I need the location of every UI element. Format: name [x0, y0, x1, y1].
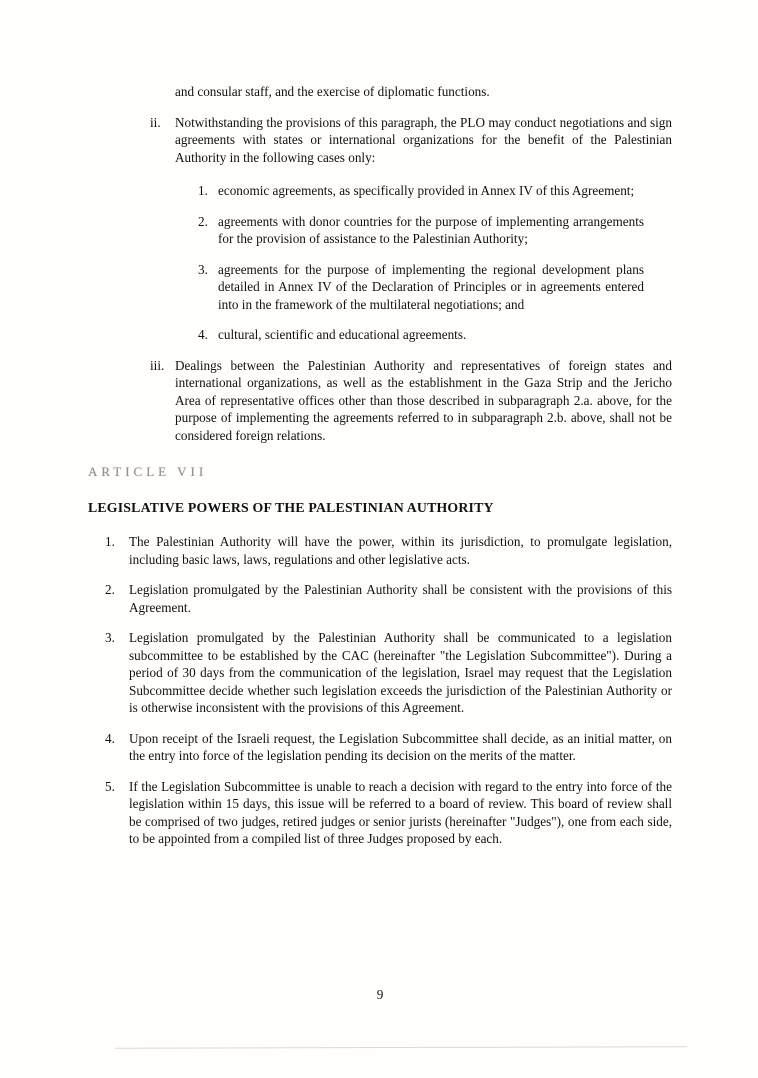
list-item-label: 5.	[105, 778, 115, 794]
list-item-text: Notwithstanding the provisions of this paragraph, the PLO may conduct negotiations and sign agreements with states or international organizations for the benefit of the Palestinian Authority in the following cases only:	[175, 114, 672, 165]
list-item-label: 3.	[198, 261, 208, 277]
list-item-iii	[150, 357, 672, 445]
sub-list-item-3	[198, 261, 644, 314]
list-item-label: 1.	[198, 183, 208, 198]
list-item-label: ii.	[150, 114, 161, 130]
list-item-ii	[150, 114, 672, 167]
scan-artifact-line	[115, 1046, 687, 1048]
list-item-text: Upon receipt of the Israeli request, the Legislation Subcommittee shall decide, as an initial matter, on the entry into force of the legislation pending its decision on the merits of the matter.	[129, 730, 672, 763]
continuation-paragraph: and consular staff, and the exercise of diplomatic functions.	[175, 84, 490, 99]
article-heading: ARTICLE VII	[88, 464, 208, 479]
list-item-text: Legislation promulgated by the Palestinian Authority shall be communicated to a legislation subcommittee to be established by the CAC (hereinafter "the Legislation Subcommittee"). During a period of 30 days from the communication of the legislation, Israel may request that the Legislation Subcommittee decide whether such legislation exceeds the jurisdiction of the Palestinian Authority or is otherwise inconsistent with the provisions of this Agreement.	[129, 630, 672, 715]
sub-list-item-1	[198, 182, 644, 200]
legislative-item-2	[105, 581, 672, 616]
list-item-text: economic agreements, as specifically provided in Annex IV of this Agreement;	[218, 183, 635, 198]
legislative-item-3	[105, 629, 672, 717]
legislative-item-4	[105, 730, 672, 765]
list-item-label: 4.	[198, 327, 208, 342]
list-item-text: Dealings between the Palestinian Authority and representatives of foreign states and international organizations, as well as the establishment in the Gaza Strip and the Jericho Area of representative offices other than those described in subparagraph 2.a. above, for the purpose of implementing the agreements referred to in subparagraph 2.b. above, shall not be considered foreign relations.	[175, 357, 672, 443]
list-item-text: agreements with donor countries for the purpose of implementing arrangements for the provision of assistance to the Palestinian Authority;	[218, 213, 644, 246]
list-item-text: If the Legislation Subcommittee is unable to reach a decision with regard to the entry into force of the legislation within 15 days, this issue will be referred to a board of review. This board of review shall be comprised of two judges, retired judges or senior jurists (hereinafter "Judges"), one from each side, to be appointed from a compiled list of three Judges proposed by each.	[129, 778, 672, 846]
list-item-text: The Palestinian Authority will have the power, within its jurisdiction, to promulgate legislation, including basic laws, laws, regulations and other legislative acts.	[129, 534, 672, 567]
list-item-label: iii.	[150, 357, 165, 373]
list-item-label: 3.	[105, 630, 115, 645]
legislative-item-1	[105, 533, 672, 568]
page-content	[88, 83, 672, 861]
list-item-text: agreements for the purpose of implementing the regional development plans detailed in Annex IV of the Declaration of Principles or in agreements entered into in the framework of the multilateral negotiations; and	[218, 261, 644, 312]
list-item-text: Legislation promulgated by the Palestinian Authority shall be consistent with the provisions of this Agreement.	[129, 582, 672, 615]
page-number: 9	[376, 987, 384, 1002]
sub-list-item-4	[198, 326, 644, 344]
list-item-label: 2.	[105, 582, 115, 597]
list-item-label: 4.	[105, 730, 115, 746]
section-title: LEGISLATIVE POWERS OF THE PALESTINIAN AUTHORITY	[88, 499, 494, 515]
list-item-text: cultural, scientific and educational agreements.	[218, 327, 467, 342]
sub-list-item-2	[198, 213, 644, 248]
list-item-label: 1.	[105, 534, 115, 549]
legislative-item-5	[105, 778, 672, 848]
list-item-label: 2.	[198, 213, 208, 229]
